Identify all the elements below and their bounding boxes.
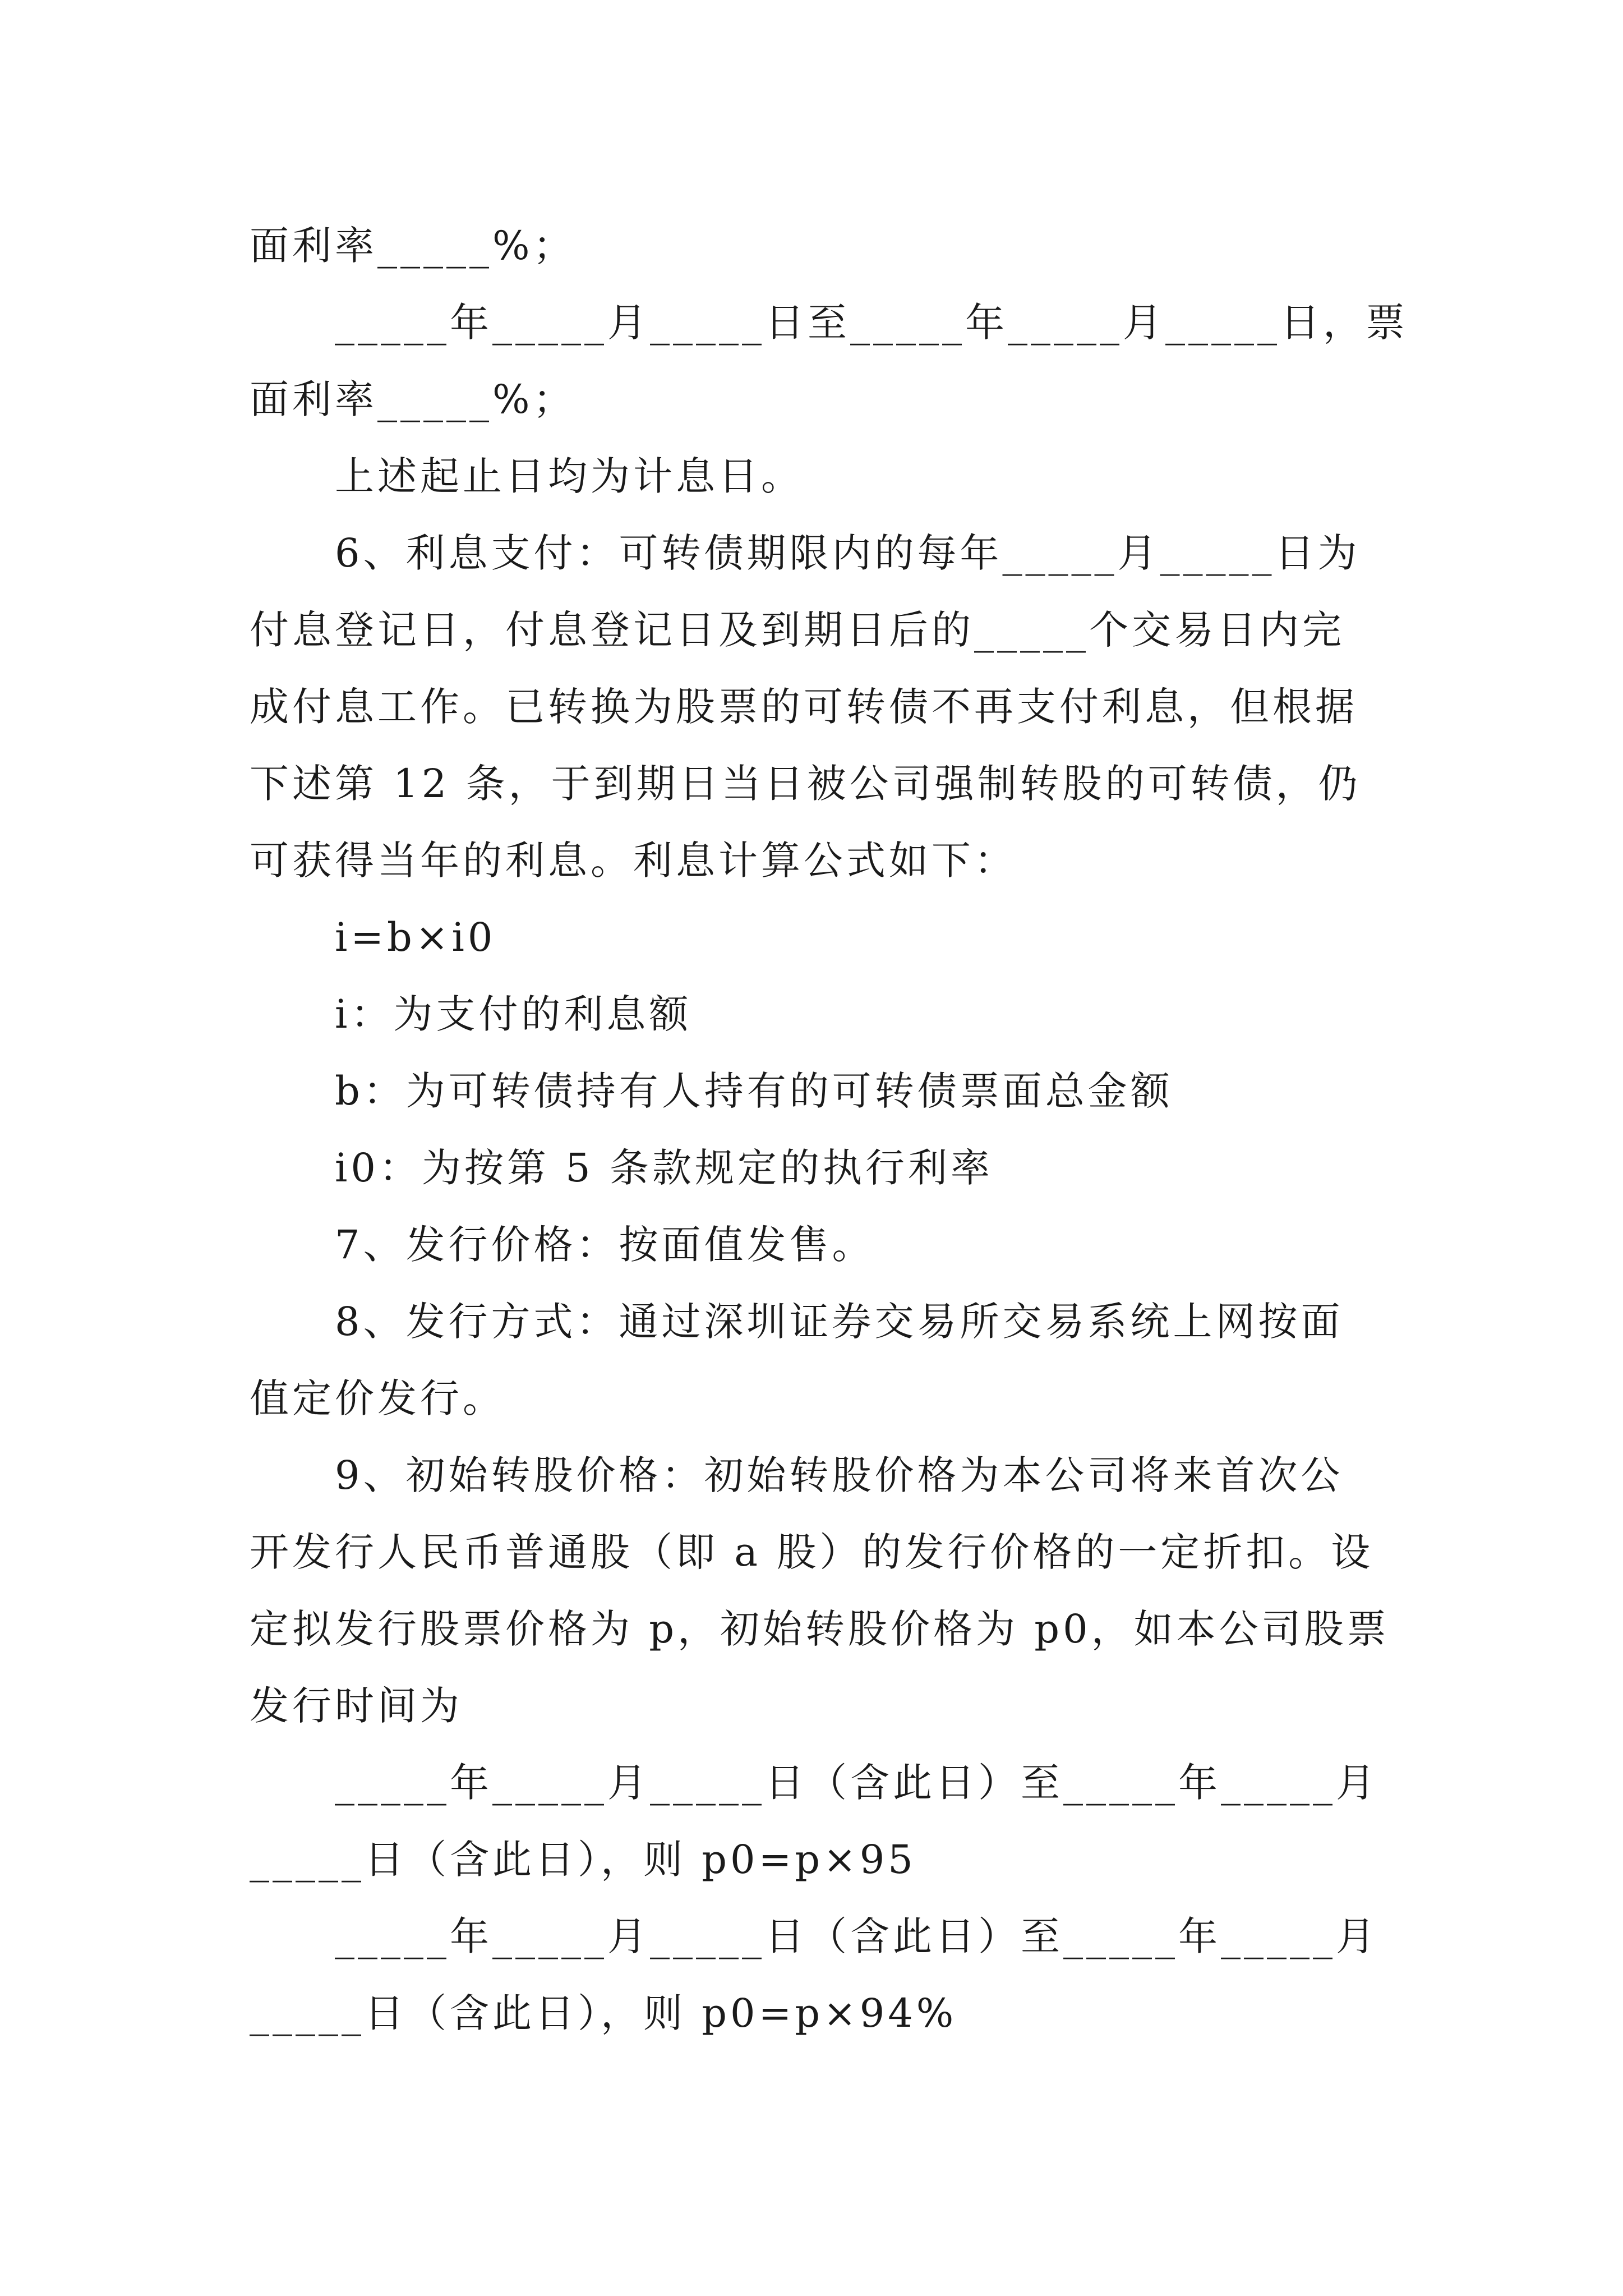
text-line: 6、利息支付：可转债期限内的每年_____月_____日为 xyxy=(335,530,1361,576)
text-line: _____日（含此日），则 p0=p×94% xyxy=(250,1990,957,2036)
text-line: _____日（含此日），则 p0=p×95 xyxy=(250,1837,916,1883)
definition-line: i0：为按第 5 条款规定的执行利率 xyxy=(335,1145,993,1191)
definition-line: b：为可转债持有人持有的可转债票面总金额 xyxy=(335,1068,1173,1114)
text-line: 上述起止日均为计息日。 xyxy=(335,453,804,499)
formula-line: i=b×i0 xyxy=(335,914,496,960)
text-line: 可获得当年的利息。利息计算公式如下： xyxy=(250,838,1017,884)
text-line: 8、发行方式：通过深圳证券交易所交易系统上网按面 xyxy=(335,1299,1344,1345)
text-line: 成付息工作。已转换为股票的可转债不再支付利息，但根据 xyxy=(250,684,1358,730)
text-line: 7、发行价格：按面值发售。 xyxy=(335,1222,875,1268)
text-line: 9、初始转股价格：初始转股价格为本公司将来首次公 xyxy=(335,1452,1344,1498)
document-page xyxy=(250,208,1408,2052)
text-line: 面利率_____%； xyxy=(250,223,576,269)
text-line: 值定价发行。 xyxy=(250,1375,505,1421)
text-line: 发行时间为 xyxy=(250,1683,463,1729)
text-line: _____年_____月_____日至_____年_____月_____日，票 xyxy=(335,300,1408,346)
text-line: _____年_____月_____日（含此日）至_____年_____月 xyxy=(335,1760,1378,1806)
text-line: 面利率_____%； xyxy=(250,376,576,422)
text-line: 定拟发行股票价格为 p，初始转股价格为 p0，如本公司股票 xyxy=(250,1606,1390,1652)
definition-line: i：为支付的利息额 xyxy=(335,991,692,1037)
text-line: 下述第 12 条，于到期日当日被公司强制转股的可转债，仍 xyxy=(250,761,1361,807)
text-line: 付息登记日，付息登记日及到期日后的_____个交易日内完 xyxy=(250,607,1345,653)
text-line: 开发行人民币普通股（即 a 股）的发行价格的一定折扣。设 xyxy=(250,1529,1374,1575)
text-line: _____年_____月_____日（含此日）至_____年_____月 xyxy=(335,1913,1378,1959)
